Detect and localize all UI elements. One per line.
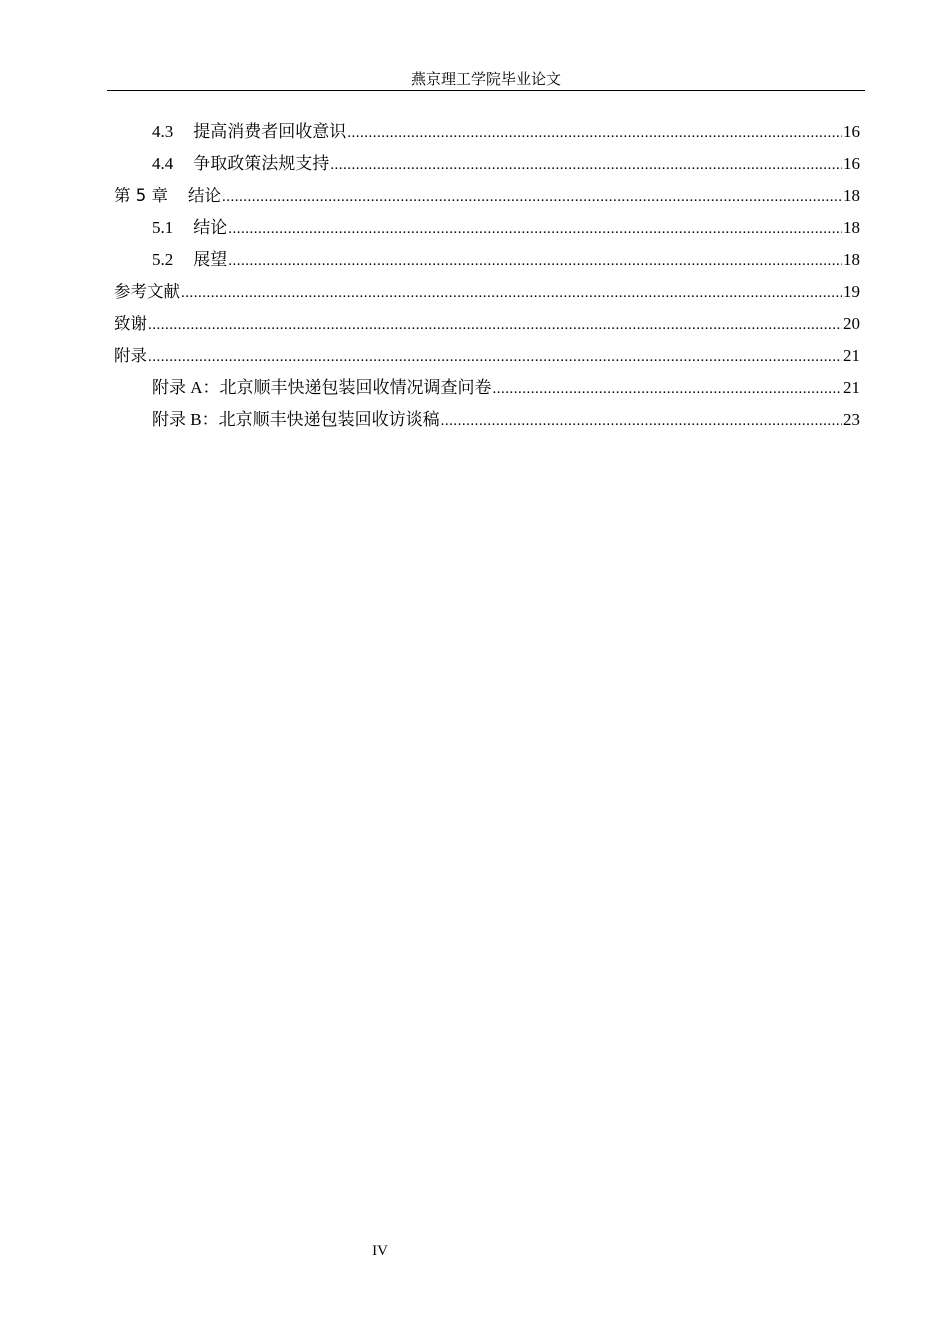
toc-dot-leader xyxy=(441,405,842,437)
toc-entry-title: 争取政策法规支持 xyxy=(193,154,330,173)
toc-entry-title: 附录 B：北京顺丰快递包装回收访谈稿 xyxy=(152,410,440,429)
toc-entry-title: 附录 A：北京顺丰快递包装回收情况调查问卷 xyxy=(152,378,492,397)
toc-entry-page: 18 xyxy=(843,250,860,269)
toc-entry-number: 第 5 章 xyxy=(114,186,168,205)
toc-entry-title: 附录 xyxy=(114,346,147,365)
toc-entry[interactable] xyxy=(114,276,860,308)
toc-entry-page: 19 xyxy=(843,282,860,301)
toc-entry-number: 5.2 xyxy=(152,250,174,269)
toc-entry-number: 4.3 xyxy=(152,122,174,141)
toc-entry-title: 致谢 xyxy=(114,314,147,333)
toc-entry-page: 18 xyxy=(843,218,860,237)
toc-entry[interactable] xyxy=(114,340,860,372)
header-title: 燕京理工学院毕业论文 xyxy=(410,72,561,88)
toc-entry[interactable] xyxy=(114,116,860,148)
table-of-contents xyxy=(114,116,860,436)
toc-entry[interactable] xyxy=(114,180,860,212)
toc-entry[interactable] xyxy=(114,148,860,180)
toc-dot-leader xyxy=(148,309,842,341)
toc-entry-page: 18 xyxy=(843,186,860,205)
toc-dot-leader xyxy=(181,277,842,309)
toc-entry-page: 21 xyxy=(843,378,860,397)
toc-entry[interactable] xyxy=(114,372,860,404)
toc-entry-page: 16 xyxy=(843,122,860,141)
toc-dot-leader xyxy=(347,117,842,149)
toc-dot-leader xyxy=(222,181,842,213)
toc-entry[interactable] xyxy=(114,212,860,244)
toc-entry[interactable] xyxy=(114,404,860,436)
toc-dot-leader xyxy=(228,213,842,245)
page-footer xyxy=(0,1243,760,1260)
toc-entry-title: 提高消费者回收意识 xyxy=(193,122,347,141)
toc-entry-title: 展望 xyxy=(193,250,228,269)
page-header xyxy=(107,70,865,91)
toc-entry-page: 20 xyxy=(843,314,860,333)
toc-entry-title: 结论 xyxy=(188,186,221,205)
footer-page-number: IV xyxy=(372,1243,388,1259)
toc-entry-page: 23 xyxy=(843,410,860,429)
toc-dot-leader xyxy=(148,341,842,373)
toc-entry-title: 参考文献 xyxy=(114,282,180,301)
toc-dot-leader xyxy=(228,245,842,277)
toc-entry-page: 16 xyxy=(843,154,860,173)
toc-entry-number: 4.4 xyxy=(152,154,174,173)
toc-entry[interactable] xyxy=(114,308,860,340)
toc-entry-page: 21 xyxy=(843,346,860,365)
toc-entry-number: 5.1 xyxy=(152,218,174,237)
toc-dot-leader xyxy=(330,149,842,181)
toc-dot-leader xyxy=(493,373,842,405)
toc-entry-title: 结论 xyxy=(193,218,228,237)
toc-entry[interactable] xyxy=(114,244,860,276)
